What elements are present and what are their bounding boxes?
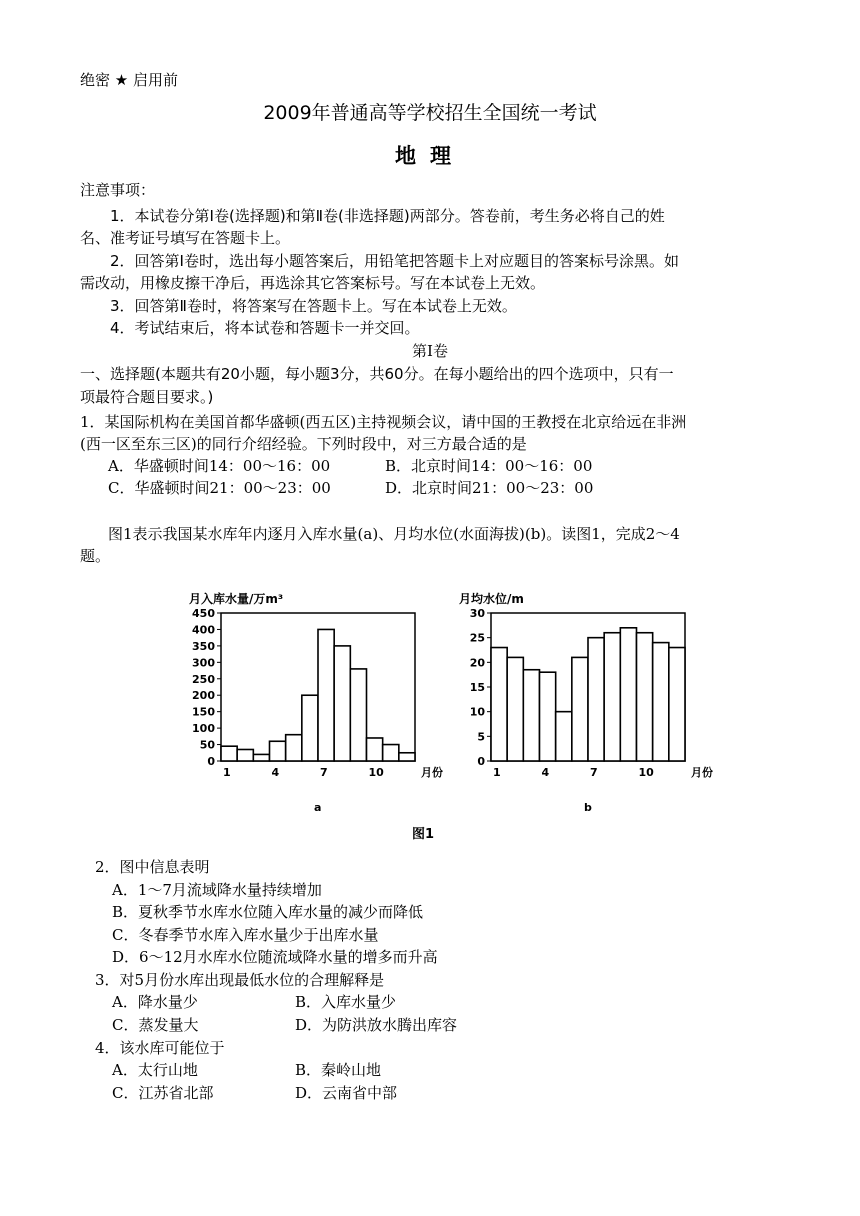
chart-b-ytick-label: 25 [469,631,485,645]
q1-option-c: C．华盛顿时间21：00～23：00 [108,479,331,497]
section-intro-a: 一、选择题(本题共有20小题，每小题3分，共60分。在每小题给出的四个选项中，只有一 [80,365,674,383]
q3-option-a: A．降水量少 [112,993,198,1011]
chart-a-xlabel: 月份 [421,766,443,779]
q2-option-c: C．冬春季节水库入库水量少于出库水量 [112,926,379,944]
q3-option-b: B．入库水量少 [295,993,397,1011]
chart-b-bar [669,648,685,761]
q1-stem-b: (西一区至东三区)的同行介绍经验。下列时段中，对三方最合适的是 [80,435,527,453]
secret-label: 绝密 ★ 启用前 [80,71,178,89]
chart-a-ytick-label: 450 [192,607,215,620]
chart-b-ytick-label: 30 [469,607,485,620]
chart-b-ytick-label: 0 [477,755,485,768]
chart-a-ytick-label: 250 [192,672,215,686]
chart-a-xtick-label: 10 [368,766,384,779]
q4-option-b: B．秦岭山地 [295,1061,382,1079]
chart-b-bar [491,648,507,761]
chart-a-ytick-label: 0 [207,755,215,768]
chart-b-bar [620,628,636,761]
chart-a-bar [318,629,334,761]
chart-a-ytick-label: 300 [192,656,215,670]
chart-b-water-level [455,585,713,815]
note-3: 3．回答第Ⅱ卷时，将答案写在答题卡上。写在本试卷上无效。 [110,297,517,315]
chart-b-bar [653,643,669,761]
chart-b-bar [588,638,604,761]
chart-a-xtick-label: 4 [271,766,280,779]
q3-option-c: C．蒸发量大 [112,1016,199,1034]
q1-option-d: D．北京时间21：00～23：00 [385,479,594,497]
q3-stem: 3．对5月份水库出现最低水位的合理解释是 [95,971,385,989]
section-juan: 第Ⅰ卷 [412,342,448,360]
section-intro-b: 项最符合题目要求。) [80,388,214,406]
chart-a-bar [350,669,366,761]
chart-a-xtick-label: 7 [320,766,328,779]
chart-a-ytick-label: 200 [192,689,215,703]
q2-stem: 2．图中信息表明 [95,858,210,876]
note-4: 4．考试结束后，将本试卷和答题卡一并交回。 [110,319,420,337]
chart-a-ytick-label: 150 [192,705,215,719]
chart-a-bar [399,753,415,761]
chart-b-bar [523,670,539,761]
chart-a-sublabel: a [314,801,322,814]
chart-a-bar [286,735,302,761]
note-1a: 1．本试卷分第Ⅰ卷(选择题)和第Ⅱ卷(非选择题)两部分。答卷前，考生务必将自己的姓 [110,207,665,225]
note-2b: 需改动，用橡皮擦干净后，再选涂其它答案标号。写在本试卷上无效。 [80,274,546,292]
subject-title: 地理 [395,144,465,168]
q2-option-d: D．6～12月水库水位随流域降水量的增多而升高 [112,948,438,966]
chart-a-ylabel: 月入库水量/万m³ [189,592,284,606]
note-2a: 2．回答第Ⅰ卷时，选出每小题答案后，用铅笔把答题卡上对应题目的答案标号涂黑。如 [110,252,679,270]
chart-b-ytick-label: 15 [469,681,485,694]
q4-stem: 4．该水库可能位于 [95,1039,225,1057]
chart-b-bar [637,633,653,761]
q2-option-b: B．夏秋季节水库水位随入库水量的减少而降低 [112,903,424,921]
chart-a-ytick-label: 350 [192,639,215,653]
chart-a-bar [237,749,253,761]
chart-b-ytick-label: 5 [477,730,485,744]
notes-heading: 注意事项： [80,181,156,199]
exam-title: 2009年普通高等学校招生全国统一考试 [263,102,597,124]
chart-a-ytick-label: 400 [192,623,215,637]
chart-a-ytick-label: 50 [199,738,215,752]
chart-a-xtick-label: 1 [223,766,231,779]
q2-option-a: A．1～7月流域降水量持续增加 [112,881,322,899]
chart-b-sublabel: b [584,801,592,814]
q3-option-d: D．为防洪放水腾出库容 [295,1016,458,1034]
chart-b-xtick-label: 1 [493,766,501,779]
figure-caption: 图1 [412,827,435,842]
chart-b-xlabel: 月份 [691,766,713,779]
chart-a-inflow [185,585,443,815]
q1-option-a: A．华盛顿时间14：00～16：00 [108,457,331,475]
note-1b: 名、准考证号填写在答题卡上。 [80,229,291,247]
chart-a-bar [367,738,383,761]
q4-option-a: A．太行山地 [112,1061,198,1079]
chart-b-ytick-label: 20 [469,656,485,670]
chart-a-bar [270,741,286,761]
q4-option-d: D．云南省中部 [295,1084,398,1102]
chart-b-bar [540,672,556,761]
chart-b-bar [604,633,620,761]
chart-b-xtick-label: 10 [638,766,654,779]
q1-stem-a: 1．某国际机构在美国首都华盛顿(西五区)主持视频会议，请中国的王教授在北京给远在非洲 [80,413,687,431]
chart-b-bar [572,657,588,761]
chart-a-bar [383,745,399,761]
q4-option-c: C．江苏省北部 [112,1084,214,1102]
chart-b-xtick-label: 7 [590,766,598,779]
q1-option-b: B．北京时间14：00～16：00 [385,457,593,475]
chart-b-bar [507,657,523,761]
passage-line-a: 图1表示我国某水库年内逐月入库水量(a)、月均水位(水面海拔)(b)。读图1，完成2～4 [108,525,680,543]
chart-b-xtick-label: 4 [541,766,550,779]
chart-b-bar [556,712,572,761]
chart-a-bar [334,646,350,761]
chart-a-ytick-label: 100 [192,722,215,736]
passage-line-b: 题。 [80,547,111,565]
chart-a-bar [253,754,269,761]
chart-a-bar [221,746,237,761]
chart-a-bar [302,695,318,761]
chart-b-ytick-label: 10 [469,705,485,719]
chart-b-ylabel: 月均水位/m [459,592,524,606]
